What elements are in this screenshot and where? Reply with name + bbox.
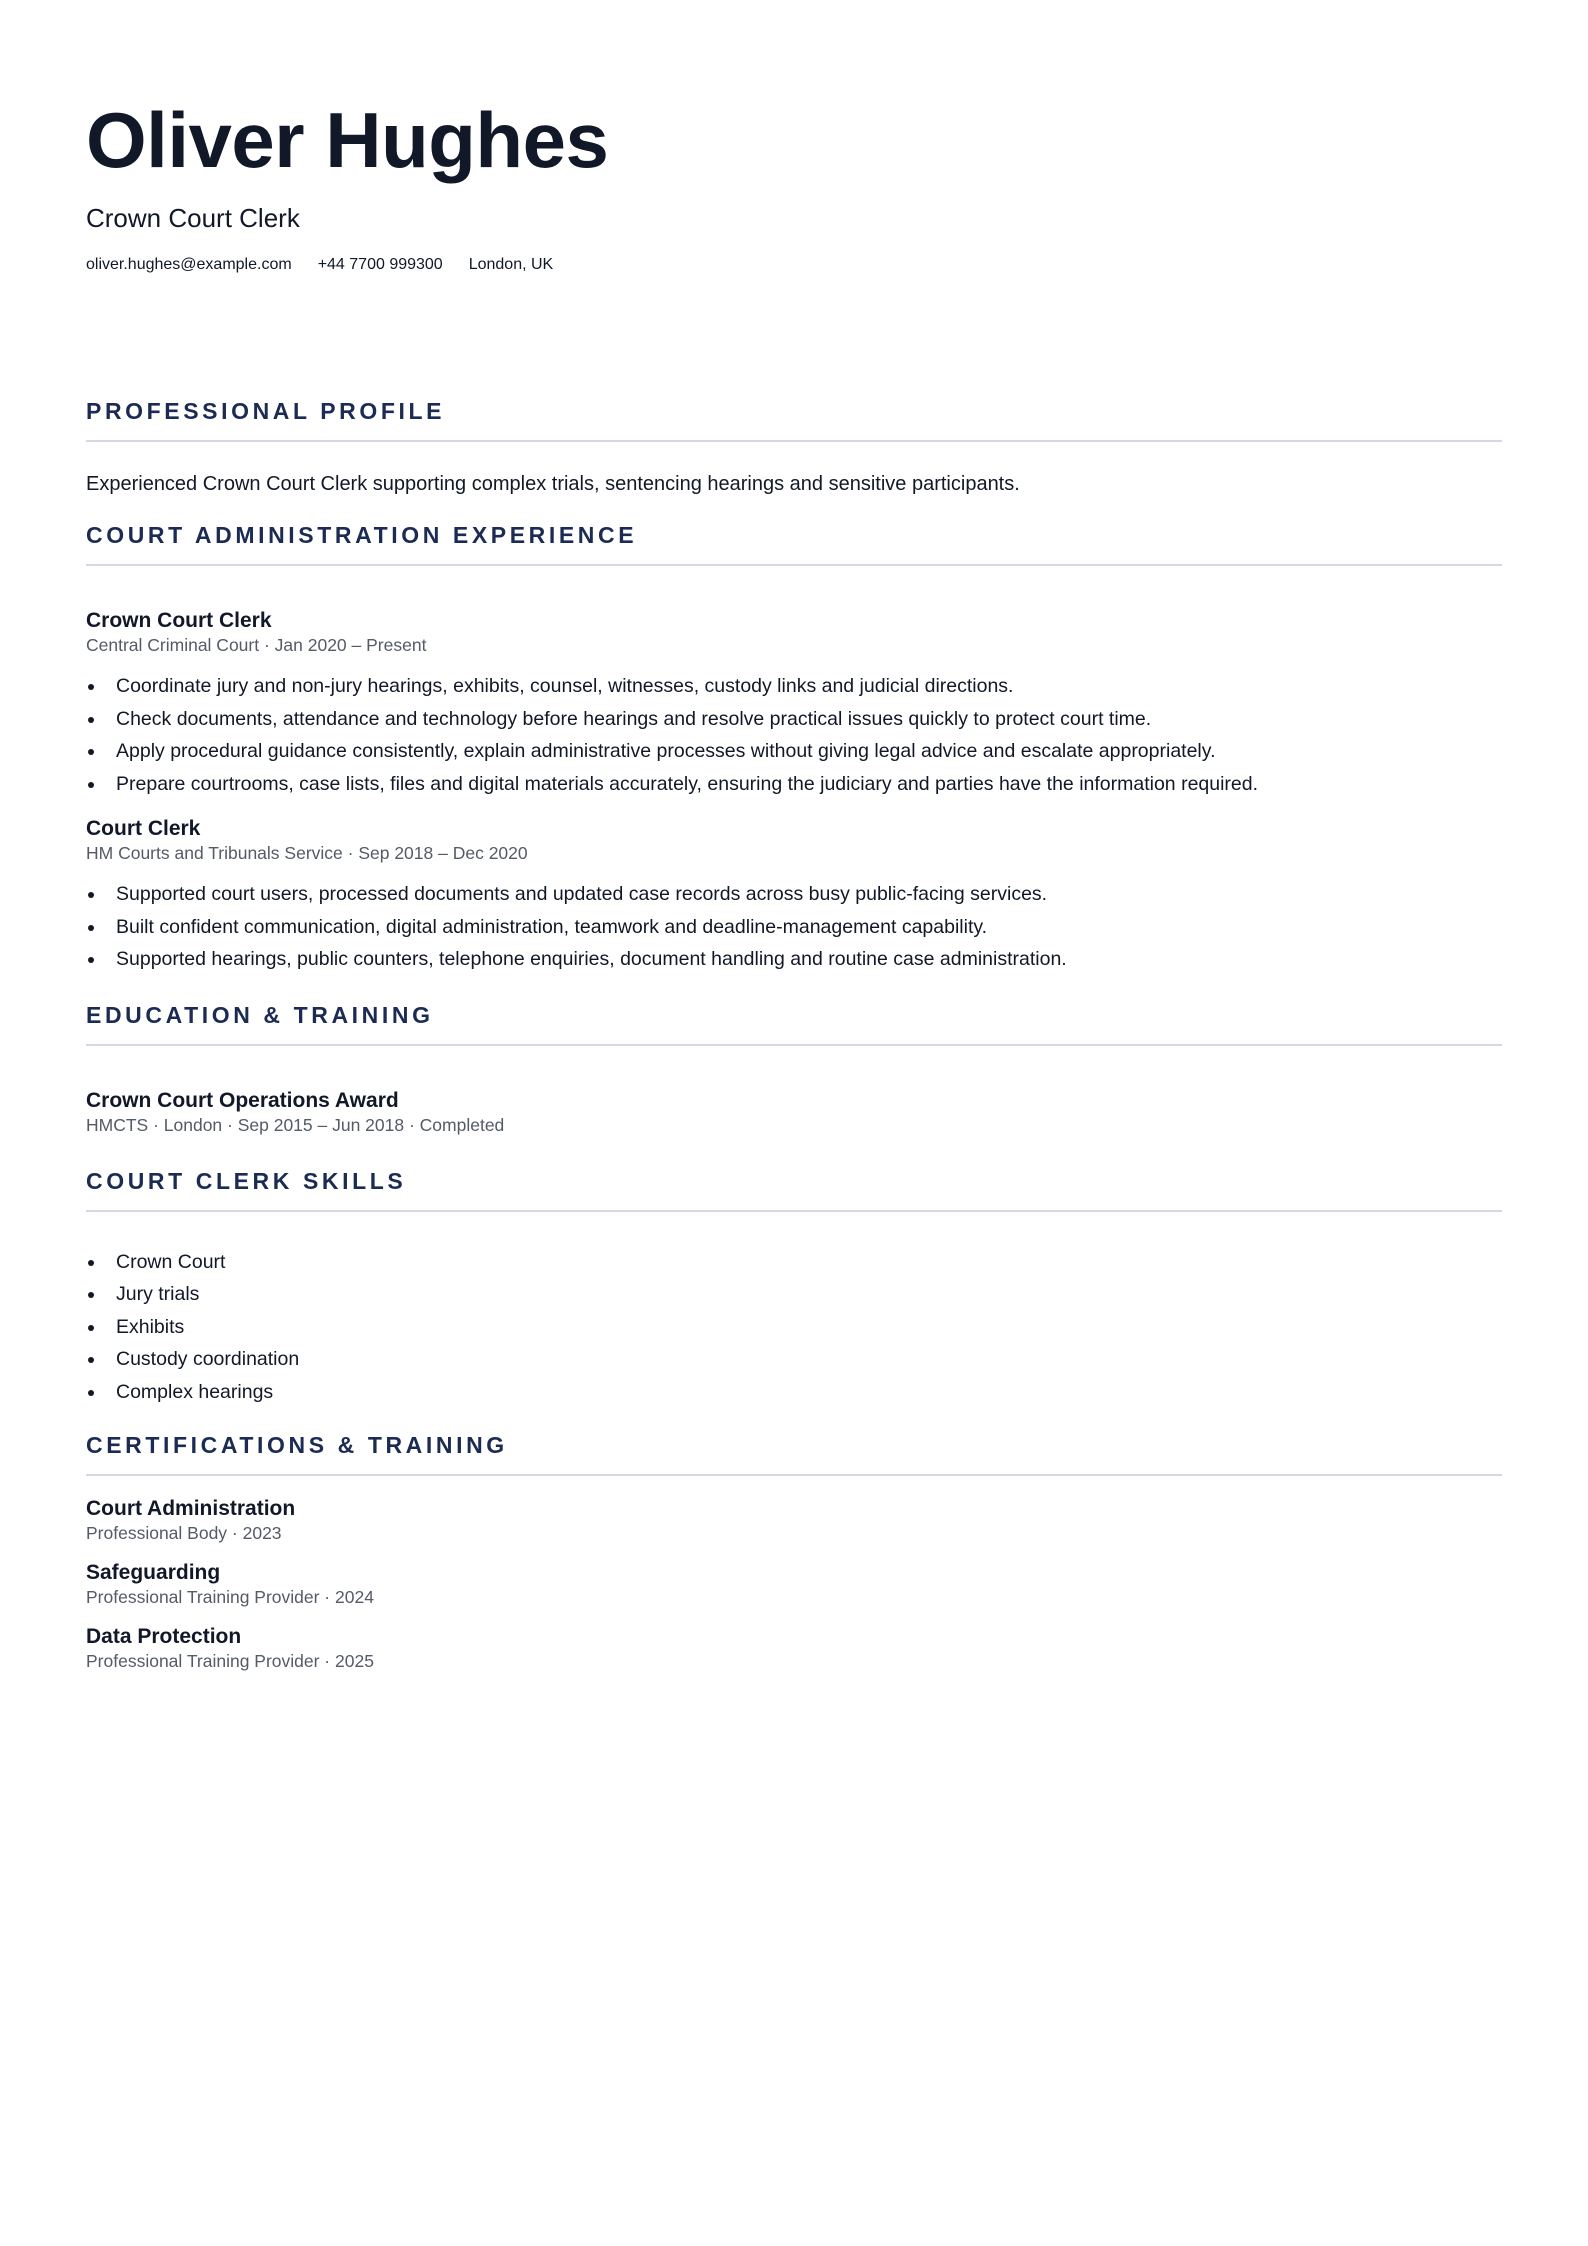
education-meta: HMCTS · London · Sep 2015 – Jun 2018 · Completed [86, 1114, 505, 1135]
profile-section [86, 396, 1502, 498]
contact-line [86, 254, 1502, 276]
job-meta: Central Criminal Court · Jan 2020 – Present [86, 635, 427, 655]
profile-summary: Experienced Crown Court Clerk supporting complex trials, sentencing hearings and sensitive participants. [86, 473, 1020, 495]
resume-header [86, 0, 1502, 276]
skills-section [86, 1166, 1502, 1409]
contact-phone: +44 7700 999300 [317, 256, 443, 273]
certification-meta: Professional Training Provider · 2025 [86, 1651, 374, 1671]
job-meta: HM Courts and Tribunals Service · Sep 2018 – Dec 2020 [86, 843, 528, 863]
skills-list [86, 1246, 1502, 1409]
section-heading: EDUCATION & TRAINING [86, 1000, 1502, 1046]
bullet-item: Supported court users, processed documents and updated case records across busy public-facing services. [86, 878, 1502, 911]
contact-email: oliver.hughes@example.com [86, 256, 292, 273]
certification-entry [86, 1624, 1502, 1672]
job-title: Court Clerk [86, 817, 201, 840]
certification-entry [86, 1560, 1502, 1608]
certification-title: Safeguarding [86, 1561, 221, 1584]
certification-meta: Professional Training Provider · 2024 [86, 1587, 374, 1607]
bullet-item: Apply procedural guidance consistently, explain administrative processes without giving legal advice and escalate appropriately. [86, 735, 1502, 768]
certification-entry [86, 1496, 1502, 1544]
certifications-section [86, 1430, 1502, 1672]
job-bullets [86, 878, 1502, 976]
skill-item: Jury trials [86, 1278, 1502, 1311]
skill-item: Complex hearings [86, 1376, 1502, 1409]
certification-title: Court Administration [86, 1497, 296, 1520]
contact-location: London, UK [468, 256, 554, 273]
skill-item: Exhibits [86, 1311, 1502, 1344]
certification-meta: Professional Body · 2023 [86, 1523, 282, 1543]
certification-title: Data Protection [86, 1625, 242, 1648]
bullet-item: Coordinate jury and non-jury hearings, exhibits, counsel, witnesses, custody links and judicial directions. [86, 670, 1502, 703]
candidate-name: Oliver Hughes [86, 96, 609, 184]
job-title: Crown Court Clerk [86, 609, 272, 632]
job-bullets [86, 670, 1502, 800]
skill-item: Custody coordination [86, 1343, 1502, 1376]
bullet-item: Supported hearings, public counters, telephone enquiries, document handling and routine case administration. [86, 943, 1502, 976]
bullet-item: Prepare courtrooms, case lists, files and digital materials accurately, ensuring the judiciary and parties have the information required. [86, 768, 1502, 801]
education-title: Crown Court Operations Award [86, 1088, 399, 1112]
section-heading: COURT ADMINISTRATION EXPERIENCE [86, 520, 1502, 566]
section-heading: PROFESSIONAL PROFILE [86, 396, 1502, 442]
education-entry [86, 1088, 1502, 1136]
bullet-item: Check documents, attendance and technology before hearings and resolve practical issues quickly to protect court time. [86, 703, 1502, 736]
section-heading: CERTIFICATIONS & TRAINING [86, 1430, 1502, 1476]
skill-item: Crown Court [86, 1246, 1502, 1279]
education-section [86, 1000, 1502, 1136]
section-heading: COURT CLERK SKILLS [86, 1166, 1502, 1212]
bullet-item: Built confident communication, digital administration, teamwork and deadline-management capability. [86, 911, 1502, 944]
job-entry [86, 608, 1502, 800]
experience-section [86, 520, 1502, 976]
candidate-role: Crown Court Clerk [86, 203, 300, 233]
job-entry [86, 816, 1502, 976]
